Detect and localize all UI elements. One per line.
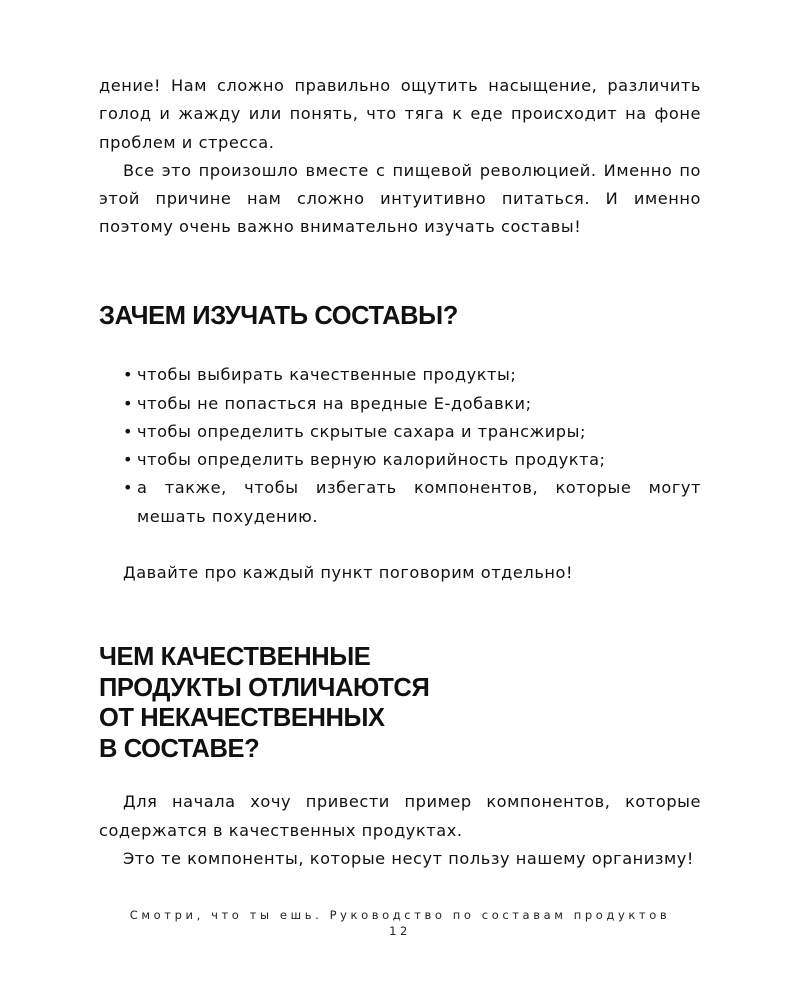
reasons-list [99,361,701,531]
section-heading-quality-products [99,642,701,764]
list-item-text: чтобы выбирать качественные продукты; [137,365,517,385]
page-content [99,72,701,873]
running-footer-title: Смотри, что ты ешь. Руководство по составам продуктов [129,908,671,922]
heading-line: ЧЕМ КАЧЕСТВЕННЫЕ [99,643,371,672]
heading-line: ОТ НЕКАЧЕСТВЕННЫХ [99,704,385,733]
heading-line: В СОСТАВЕ? [99,734,260,763]
list-item [123,446,701,474]
list-item-text: а также, чтобы избегать компонентов, которые могут мешать похудению. [137,478,701,526]
list-item [123,418,701,446]
bullet-mark: • [123,365,134,385]
list-item [123,474,701,531]
section2-paragraph-1: Для начала хочу привести пример компонентов, которые содержатся в качественных продуктах. [99,792,701,840]
section1-closing-paragraph: Давайте про каждый пункт поговорим отдельно! [123,563,574,583]
bullet-mark: • [123,478,134,498]
list-item [123,390,701,418]
list-item-text: чтобы определить верную калорийность продукта; [137,450,606,470]
list-item-text: чтобы не попасться на вредные Е-добавки; [137,393,532,413]
intro-paragraph-1: дение! Нам сложно правильно ощутить насыщение, различить голод и жажду или понять, что тяга к еде происходит на фоне проблем и стресса. [99,76,701,152]
list-item [123,361,701,389]
page-number: 12 [389,924,411,938]
bullet-mark: • [123,450,134,470]
section2-paragraph-2: Это те компоненты, которые несут пользу нашему организму! [123,848,694,868]
section-heading-why-study: ЗАЧЕМ ИЗУЧАТЬ СОСТАВЫ? [99,301,458,330]
heading-line: ПРОДУКТЫ ОТЛИЧАЮТСЯ [99,673,430,702]
bullet-mark: • [123,393,134,413]
list-item-text: чтобы определить скрытые сахара и трансжиры; [137,421,586,441]
intro-paragraph-2: Все это произошло вместе с пищевой революцией. Именно по этой причине нам сложно интуитивно питаться. И именно поэтому очень важно внимательно изучать составы! [99,160,701,237]
bullet-mark: • [123,421,134,441]
